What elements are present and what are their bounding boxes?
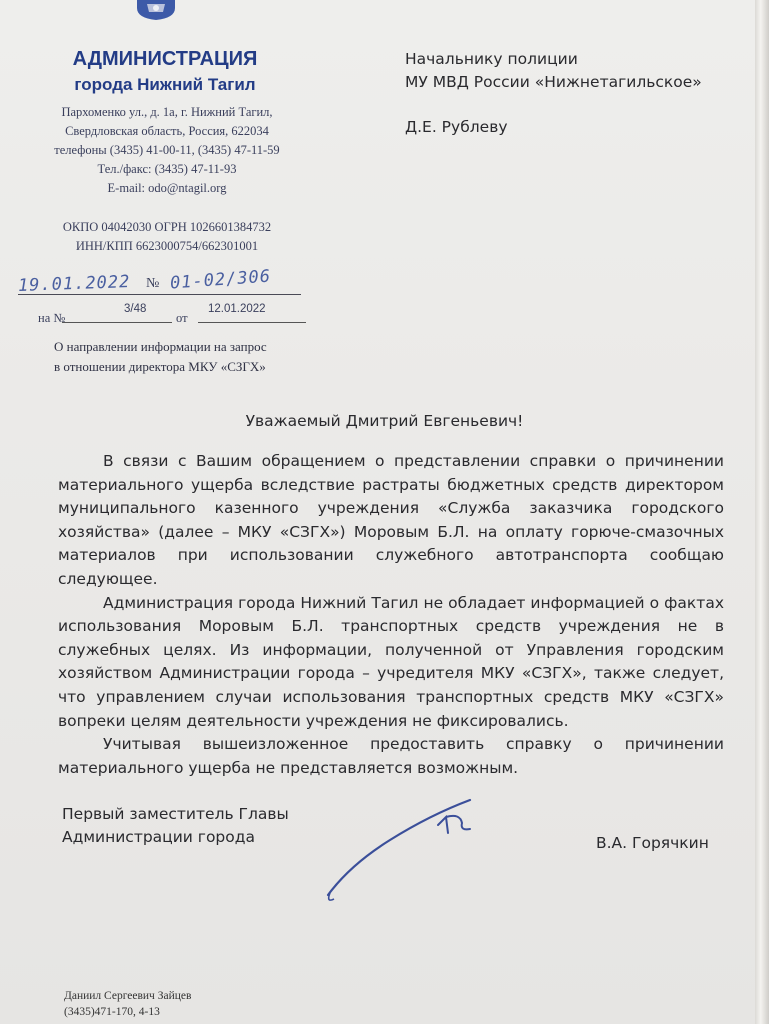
signatory-name: В.А. Горячкин: [596, 834, 709, 852]
fax: Тел./факс: (3435) 47-11-93: [97, 162, 237, 176]
signatory-title-line2: Администрации города: [62, 828, 255, 846]
executor-name: Даниил Сергеевич Зайцев: [64, 990, 192, 1002]
addressee-block: [405, 48, 745, 139]
signatory-title: [62, 803, 322, 849]
email: E-mail: odo@ntagil.org: [107, 181, 227, 195]
registration-number: 01-02/306: [169, 266, 272, 294]
okpo-ogrn: ОКПО 04042030 ОГРН 1026601384732: [62, 220, 272, 234]
addressee-line1: Начальнику полиции: [405, 50, 578, 68]
letter-body: [58, 450, 724, 780]
sender-codes: [22, 218, 312, 256]
org-name-line2: города Нижний Тагил: [74, 75, 256, 94]
phones: телефоны (3435) 41-00-11, (3435) 47-11-59: [54, 143, 280, 157]
address-line1: Пархоменко ул., д. 1а, г. Нижний Тагил,: [61, 105, 273, 119]
inn-kpp: ИНН/КПП 6623000754/662301001: [75, 239, 259, 253]
org-name-line1: АДМИНИСТРАЦИЯ: [72, 48, 258, 70]
addressee-line2: МУ МВД России «Нижнетагильское»: [405, 73, 702, 91]
body-paragraph-2: Администрация города Нижний Тагил не обладает информацией о фактах использования Моровым Б.Л. транспортных средств учреждения не в служебных целях. Из информации, полученной от Управления городским хозяйством Администрации города – учредителя МКУ «СЗГХ», также следует, что управлением случаи использования транспортных средств МКУ «СЗГХ» вопреки целям деятельности учреждения не фиксировались.: [58, 593, 724, 730]
ref-date-label: от: [176, 311, 188, 325]
subject-line2: в отношении директора МКУ «СЗГХ»: [54, 359, 266, 374]
body-paragraph-3: Учитывая вышеизложенное предоставить справку о причинении материального ущерба не представляется возможным.: [58, 735, 724, 777]
greeting: Уважаемый Дмитрий Евгеньевич!: [245, 412, 524, 430]
number-sign: №: [146, 276, 161, 291]
page-edge: [755, 0, 769, 1024]
registration-date: 19.01.2022: [17, 272, 131, 296]
sender-organization: [50, 46, 280, 98]
letter-subject: [54, 337, 344, 377]
ref-date-value: 12.01.2022: [208, 303, 266, 315]
ref-number-value: 3/48: [124, 303, 147, 315]
ref-date-underline: [198, 322, 306, 323]
registration-line: [18, 268, 303, 298]
body-paragraph-1: В связи с Вашим обращением о представлении справки о причинении материального ущерба вследствие растраты бюджетных средств директором муниципального казенного учреждения «Служба заказчика городского хозяйства» (далее – МКУ «СЗГХ») Моровым Б.Л. на оплату горюче-смазочных материалов при использовании служебного автотранспорта сообщаю следующее.: [58, 452, 724, 588]
addressee-name: Д.Е. Рублеву: [405, 118, 508, 136]
coat-of-arms-icon: [133, 0, 179, 20]
executor-block: [64, 988, 324, 1020]
signatory-title-line1: Первый заместитель Главы: [62, 805, 289, 823]
subject-line1: О направлении информации на запрос: [54, 339, 267, 354]
registration-underline: [18, 294, 301, 295]
address-line2: Свердловская область, Россия, 622034: [65, 124, 269, 138]
handwritten-signature: [320, 795, 490, 905]
reference-line: [38, 303, 308, 327]
sender-contacts: [22, 103, 312, 198]
ref-number-underline: [62, 322, 172, 323]
ref-number-label: на №: [38, 311, 66, 325]
executor-phone: (3435)471-170, 4-13: [64, 1006, 160, 1018]
